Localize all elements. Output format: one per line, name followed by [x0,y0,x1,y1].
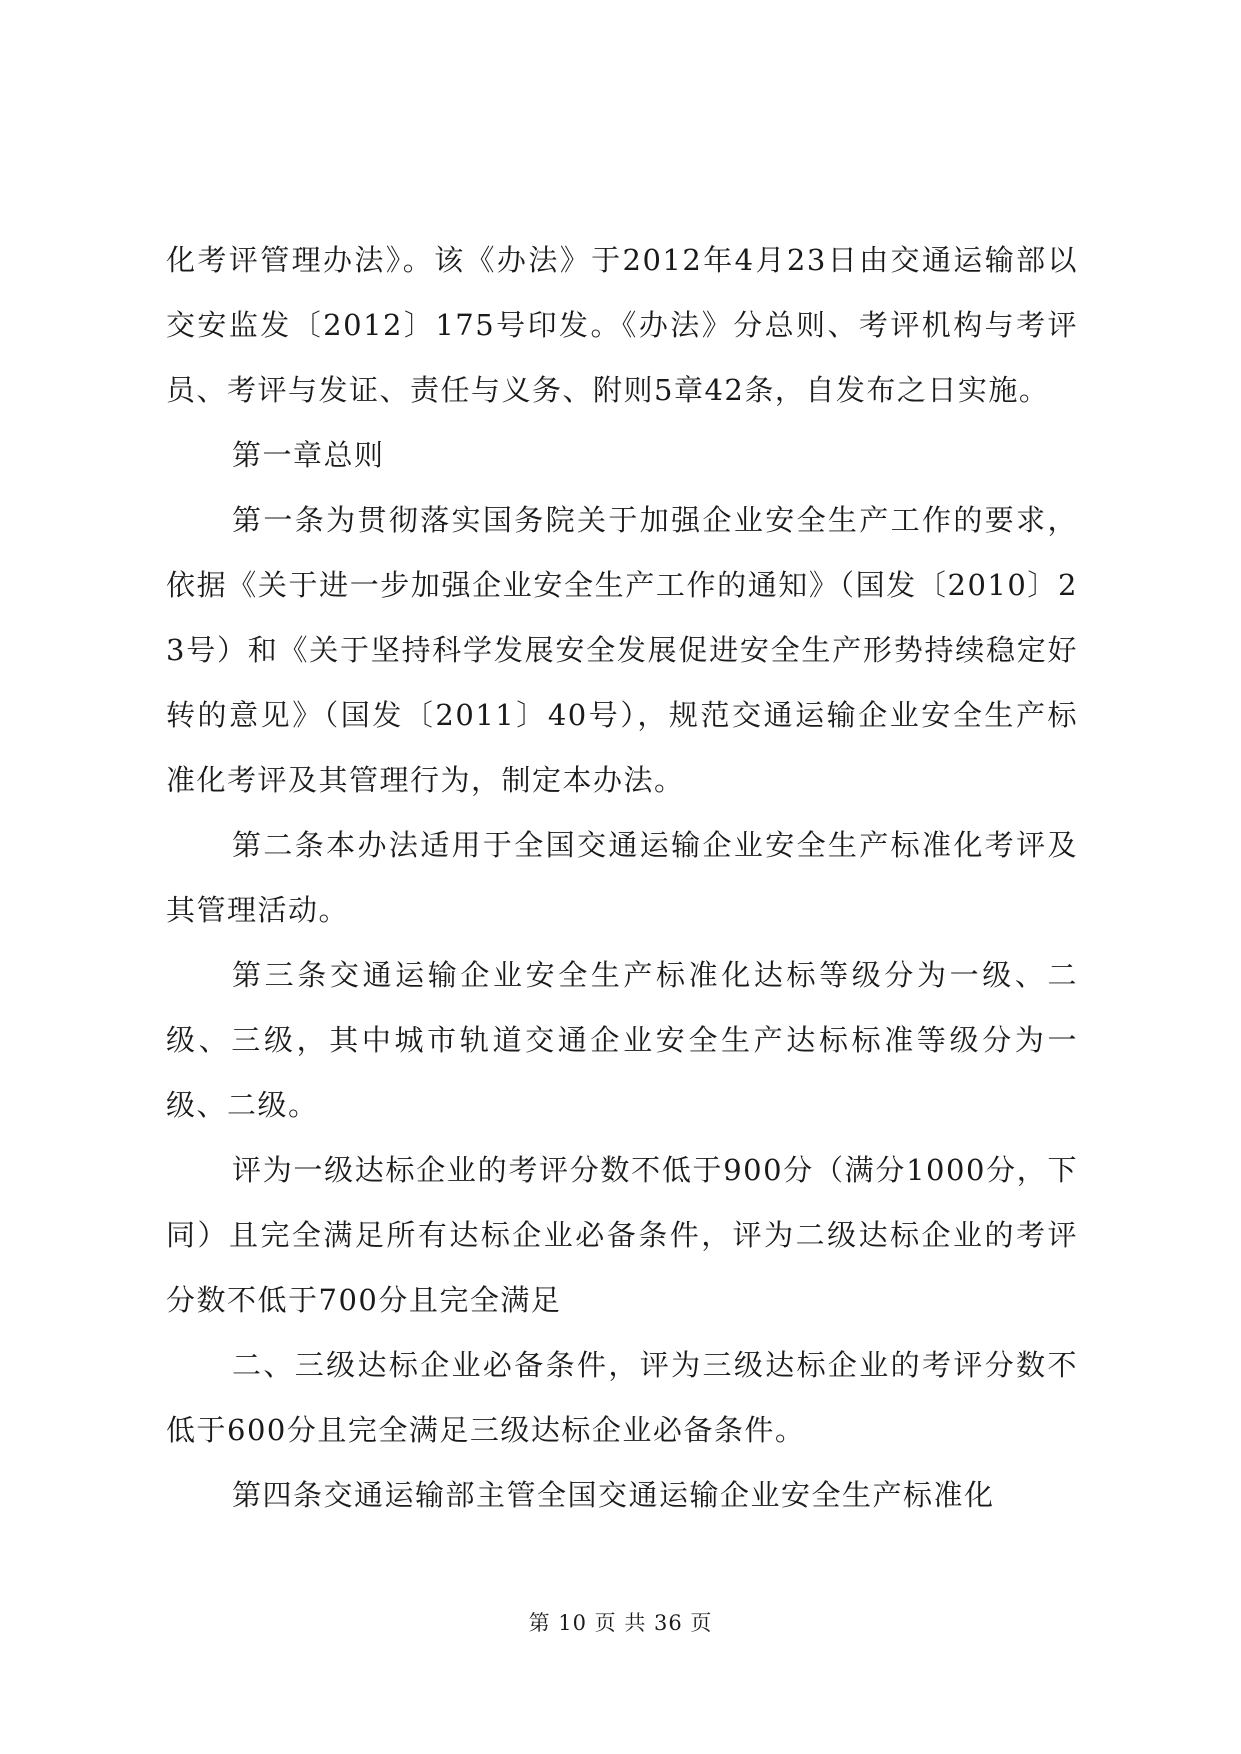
paragraph: 第四条交通运输部主管全国交通运输企业安全生产标准化 [232,1478,995,1512]
paragraph: 化考评管理办法》。该《办法》于2012年4月23日由交通运输部以交安监发〔2012〕175号印发。《办法》分总则、考评机构与考评员、考评与发证、责任与义务、附则5章42条，自发布之日实施。 [166,243,1078,407]
paragraph: 第一条为贯彻落实国务院关于加强企业安全生产工作的要求，依据《关于进一步加强企业安全生产工作的通知》（国发〔2010〕23号）和《关于坚持科学发展安全发展促进安全生产形势持续稳定好转的意见》（国发〔2011〕40号），规范交通运输企业安全生产标准化考评及其管理行为，制定本办法。 [166,503,1078,797]
paragraph: 第三条交通运输企业安全生产标准化达标等级分为一级、二级、三级，其中城市轨道交通企业安全生产达标标准等级分为一级、二级。 [166,958,1078,1122]
paragraph: 二、三级达标企业必备条件，评为三级达标企业的考评分数不低于600分且完全满足三级达标企业必备条件。 [166,1348,1078,1447]
paragraph: 第二条本办法适用于全国交通运输企业安全生产标准化考评及其管理活动。 [166,828,1078,927]
page-number-footer: 第 10 页 共 36 页 [528,1611,713,1635]
paragraph: 评为一级达标企业的考评分数不低于900分（满分1000分，下同）且完全满足所有达标企业必备条件，评为二级达标企业的考评分数不低于700分且完全满足 [166,1153,1078,1317]
chapter-heading: 第一章总则 [232,438,385,472]
document-body [166,228,1078,1528]
